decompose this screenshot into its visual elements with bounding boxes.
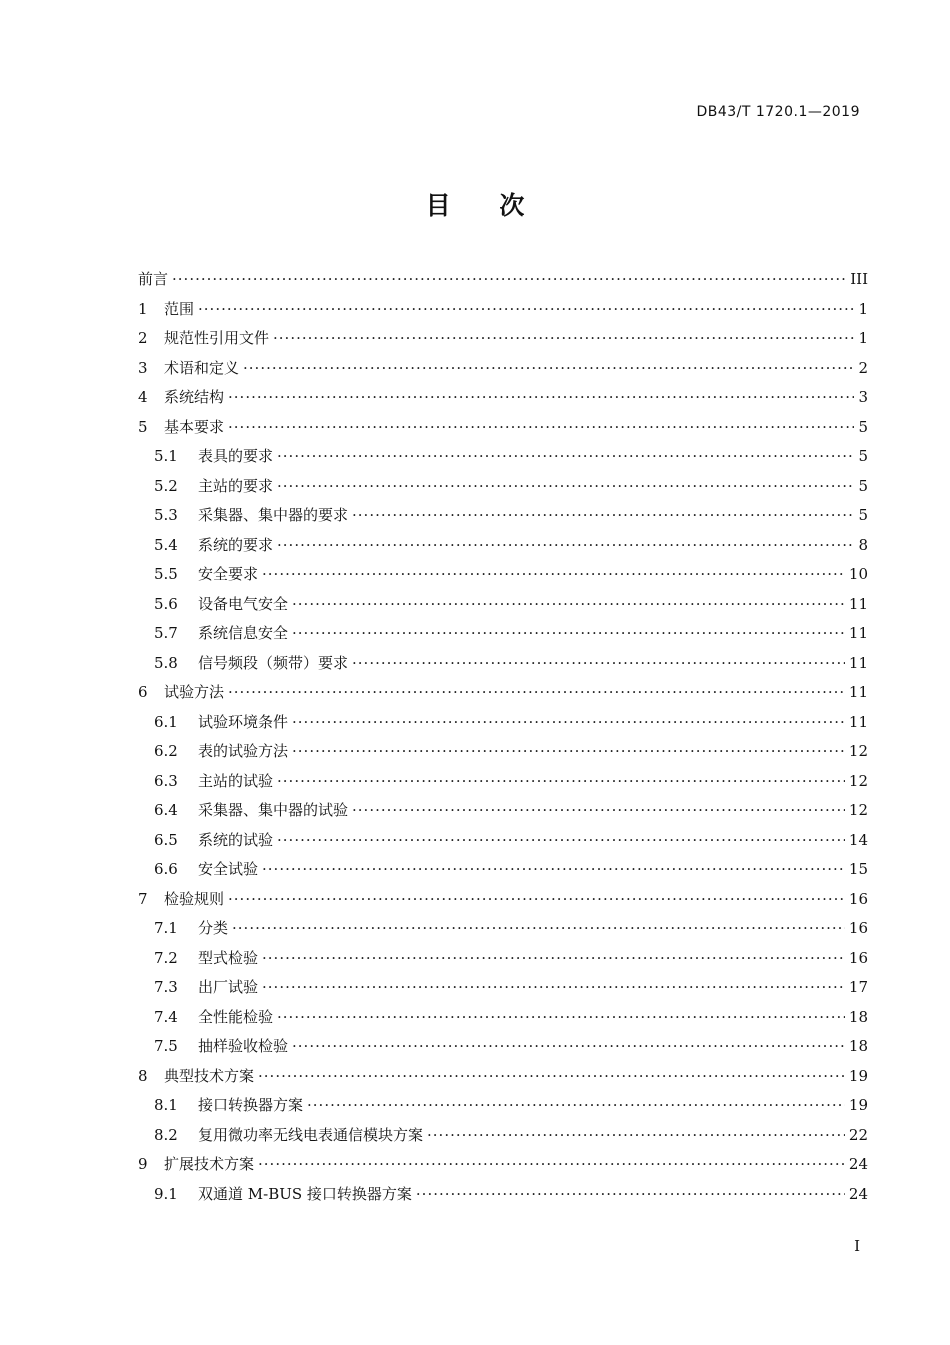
toc-entry-label: 全性能检验 [198,1007,274,1026]
toc-entry-label: 扩展技术方案 [164,1155,255,1173]
toc-entry-label: 接口转换器方案 [198,1096,304,1114]
toc-entry-number: 5.5 [154,565,178,583]
toc-leader-dots [427,1126,845,1144]
toc-entry[interactable] [138,976,868,1006]
toc-entry-page: 16 [848,919,868,937]
toc-entry-page: 5 [858,506,868,524]
toc-entry-number: 5.4 [154,535,178,554]
toc-entry[interactable] [138,1006,868,1036]
toc-leader-dots [277,831,845,849]
toc-entry[interactable] [138,563,868,593]
toc-entry[interactable] [138,1124,868,1154]
toc-entry-label: 安全试验 [198,860,259,878]
title-char: 次 [499,191,525,220]
toc-leader-dots [228,890,845,908]
toc-leader-dots [198,300,854,318]
toc-entry-number: 7 [138,889,148,908]
toc-entry-page: 22 [848,1125,868,1144]
toc-entry-page: 17 [848,978,868,996]
toc-entry-label: 采集器、集中器的试验 [198,801,349,819]
toc-leader-dots [228,683,845,701]
toc-entry-page: 3 [858,388,868,406]
toc-entry-number: 3 [138,358,148,377]
toc-entry[interactable] [138,799,868,829]
toc-entry-number: 5.6 [154,594,178,613]
toc-leader-dots [228,418,854,436]
document-code: DB43/T 1720.1—2019 [696,104,860,120]
toc-entry-page: 14 [848,830,868,849]
toc-entry[interactable] [138,681,868,711]
toc-entry-number: 8 [138,1066,148,1085]
toc-leader-dots [228,388,854,406]
toc-entry-page: 5 [858,476,868,495]
toc-entry-number: 6.1 [154,712,178,731]
toc-leader-dots [292,742,845,760]
toc-leader-dots [258,1155,845,1173]
toc-entry[interactable] [138,829,868,859]
toc-entry-number: 6.2 [154,742,178,760]
toc-entry[interactable] [138,1094,868,1124]
toc-leader-dots [277,1008,845,1026]
toc-leader-dots [258,1067,845,1085]
toc-entry[interactable] [138,386,868,416]
toc-leader-dots [232,919,845,937]
toc-entry-page: 8 [858,535,868,554]
toc-entry-page: 1 [858,329,868,347]
page-title [0,186,950,222]
toc-entry-page: 12 [848,742,868,760]
toc-leader-dots [172,270,846,288]
toc-entry-page: III [850,270,868,288]
toc-entry-number: 2 [138,329,148,347]
toc-leader-dots [307,1096,845,1114]
toc-entry-number: 6.3 [154,771,178,790]
toc-entry-page: 5 [858,417,868,436]
toc-entry[interactable] [138,858,868,888]
toc-entry-page: 10 [848,565,868,583]
toc-leader-dots [243,359,854,377]
toc-entry-label: 表具的要求 [198,447,274,465]
toc-entry-label: 双通道 M-BUS 接口转换器方案 [198,1184,412,1203]
toc-entry-label: 信号频段（频带）要求 [198,653,349,672]
toc-entry-page: 5 [858,447,868,465]
toc-entry[interactable] [138,1183,868,1213]
toc-entry-page: 15 [848,860,868,878]
toc-entry-label: 系统的要求 [198,535,274,554]
toc-entry[interactable] [138,1153,868,1183]
toc-leader-dots [262,978,845,996]
toc-entry-number: 7.3 [154,978,178,996]
toc-entry-page: 16 [848,889,868,908]
toc-entry-label: 安全要求 [198,565,259,583]
toc-entry-label: 典型技术方案 [164,1066,255,1085]
toc-entry-number: 5.8 [154,653,178,672]
toc-leader-dots [277,536,854,554]
toc-entry[interactable] [138,652,868,682]
toc-entry-page: 11 [848,712,868,731]
toc-entry[interactable] [138,268,868,298]
page-number: I [854,1237,860,1255]
toc-leader-dots [262,949,845,967]
toc-entry-label: 前言 [138,270,169,288]
toc-entry-page: 12 [848,771,868,790]
toc-entry[interactable] [138,475,868,505]
toc-entry-label: 主站的要求 [198,476,274,495]
toc-entry-label: 型式检验 [198,948,259,967]
toc-leader-dots [262,565,845,583]
toc-entry-number: 5 [138,417,148,436]
toc-entry-label: 系统的试验 [198,830,274,849]
toc-entry-page: 1 [858,299,868,318]
toc-entry-page: 16 [848,948,868,967]
toc-entry-page: 12 [848,801,868,819]
toc-entry-page: 11 [848,594,868,613]
toc-leader-dots [416,1185,845,1203]
toc-entry-number: 9.1 [154,1184,178,1203]
toc-entry-number: 6.4 [154,801,178,819]
toc-entry-number: 6.6 [154,860,178,878]
toc-entry[interactable] [138,770,868,800]
toc-entry-number: 6 [138,683,148,701]
toc-entry[interactable] [138,888,868,918]
toc-entry-number: 5.2 [154,476,178,495]
toc-entry-label: 试验方法 [164,683,225,701]
toc-entry-label: 复用微功率无线电表通信模块方案 [198,1125,424,1144]
toc-entry-label: 术语和定义 [164,358,240,377]
toc-entry-number: 8.1 [154,1096,178,1114]
toc-entry[interactable] [138,917,868,947]
toc-entry-number: 8.2 [154,1125,178,1144]
toc-entry[interactable] [138,298,868,328]
toc-entry-number: 9 [138,1155,148,1173]
table-of-contents [138,268,868,1212]
toc-entry-page: 2 [858,358,868,377]
toc-entry-label: 试验环境条件 [198,712,289,731]
toc-leader-dots [277,477,854,495]
toc-entry[interactable] [138,740,868,770]
toc-entry-number: 5.3 [154,506,178,524]
toc-entry[interactable] [138,1065,868,1095]
toc-entry-page: 24 [848,1155,868,1173]
toc-entry-label: 抽样验收检验 [198,1037,289,1055]
toc-entry-label: 设备电气安全 [198,594,289,613]
toc-leader-dots [273,329,854,347]
toc-entry-number: 7.2 [154,948,178,967]
toc-entry-page: 24 [848,1184,868,1203]
toc-entry-number: 5.1 [154,447,178,465]
toc-entry[interactable] [138,504,868,534]
toc-leader-dots [277,772,845,790]
toc-entry-number: 7.4 [154,1007,178,1026]
toc-entry-label: 主站的试验 [198,771,274,790]
toc-leader-dots [292,1037,845,1055]
toc-entry[interactable] [138,534,868,564]
toc-entry-label: 基本要求 [164,417,225,436]
toc-entry[interactable] [138,416,868,446]
toc-entry-label: 出厂试验 [198,978,259,996]
toc-entry-page: 19 [848,1096,868,1114]
toc-entry-label: 分类 [198,919,229,937]
toc-entry-page: 18 [848,1037,868,1055]
toc-entry-label: 检验规则 [164,889,225,908]
toc-entry-page: 18 [848,1007,868,1026]
toc-entry-number: 7.1 [154,919,178,937]
toc-leader-dots [292,624,845,642]
toc-entry-number: 7.5 [154,1037,178,1055]
toc-entry[interactable] [138,593,868,623]
toc-entry[interactable] [138,622,868,652]
toc-entry-label: 系统信息安全 [198,624,289,642]
toc-entry[interactable] [138,445,868,475]
toc-entry-label: 系统结构 [164,388,225,406]
toc-leader-dots [292,713,845,731]
toc-entry-number: 5.7 [154,624,178,642]
toc-leader-dots [352,654,845,672]
toc-leader-dots [277,447,854,465]
toc-entry-page: 11 [848,624,868,642]
toc-entry-page: 11 [848,683,868,701]
toc-entry-label: 规范性引用文件 [164,329,270,347]
toc-entry-number: 1 [138,299,148,318]
toc-entry-page: 19 [848,1066,868,1085]
toc-entry[interactable] [138,947,868,977]
toc-entry[interactable] [138,357,868,387]
toc-entry-label: 采集器、集中器的要求 [198,506,349,524]
toc-entry-label: 范围 [164,299,195,318]
toc-leader-dots [262,860,845,878]
toc-entry-page: 11 [848,653,868,672]
toc-entry-number: 4 [138,388,148,406]
toc-entry[interactable] [138,327,868,357]
toc-entry[interactable] [138,1035,868,1065]
title-char: 目 [425,191,451,220]
toc-leader-dots [352,506,854,524]
toc-entry-number: 6.5 [154,830,178,849]
toc-leader-dots [352,801,845,819]
toc-entry[interactable] [138,711,868,741]
toc-leader-dots [292,595,845,613]
toc-entry-label: 表的试验方法 [198,742,289,760]
